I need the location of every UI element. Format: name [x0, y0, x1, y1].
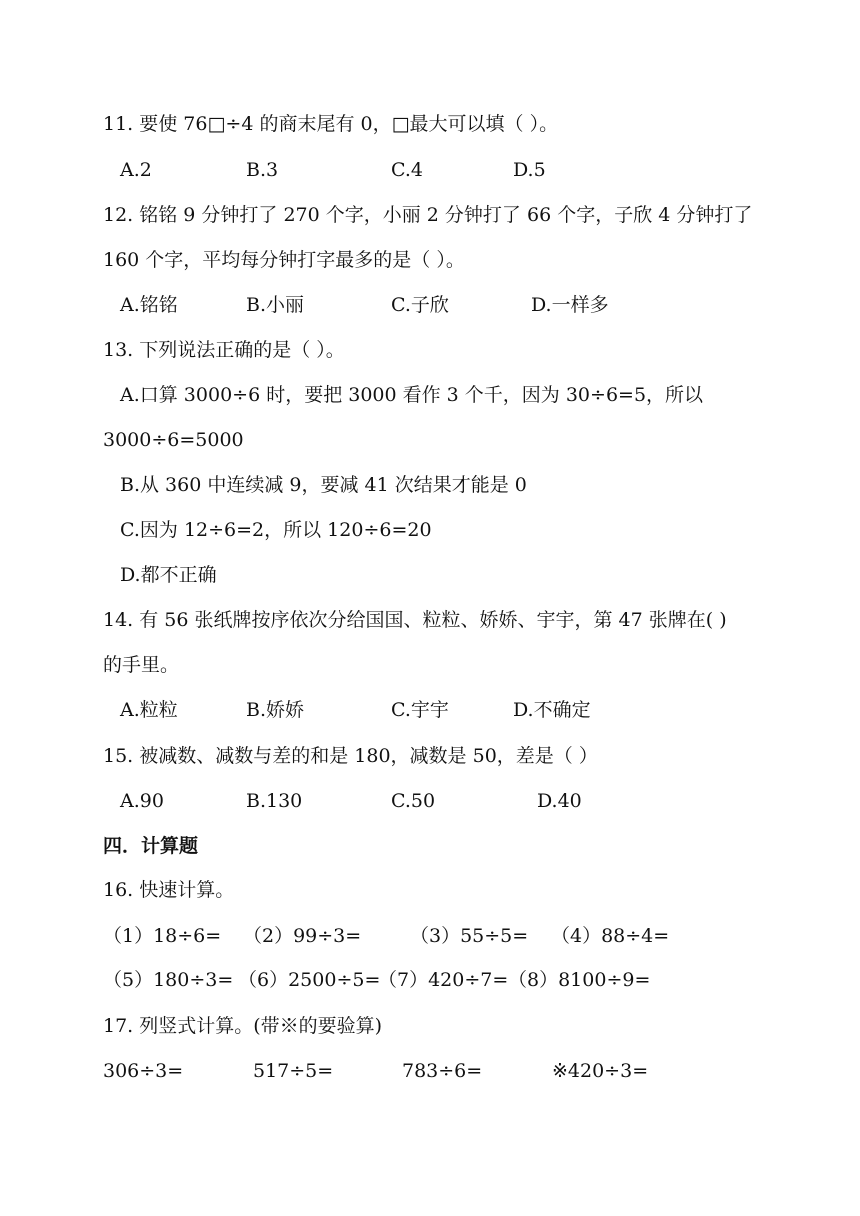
q11-option-c: C.4 [391, 159, 423, 181]
q16-stem: 16. 快速计算。 [103, 879, 235, 901]
q15-option-d: D.40 [537, 790, 582, 812]
q14-stem-line2: 的手里。 [103, 654, 180, 676]
q12-option-d: D.一样多 [531, 294, 609, 316]
q14-option-d: D.不确定 [513, 699, 591, 721]
q15-option-c: C.50 [391, 790, 436, 812]
q16-item-2: （2）99÷3= [243, 925, 362, 947]
q17-stem: 17. 列竖式计算。(带※的要验算) [103, 1015, 383, 1037]
q17-item-3: 783÷6= [402, 1060, 483, 1082]
q13-option-d: D.都不正确 [120, 564, 217, 586]
q13-option-b: B.从 360 中连续减 9，要减 41 次结果才能是 0 [120, 474, 527, 496]
q11-option-a: A.2 [120, 159, 152, 181]
q17-item-1: 306÷3= [103, 1060, 184, 1082]
q17-item-2: 517÷5= [253, 1060, 334, 1082]
q16-item-3: （3）55÷5= [410, 925, 529, 947]
q13-option-a-line1: A.口算 3000÷6 时，要把 3000 看作 3 个千，因为 30÷6=5，所以 [120, 384, 704, 406]
q14-option-b: B.娇娇 [246, 699, 305, 721]
q16-item-4: （4）88÷4= [551, 925, 670, 947]
q11-option-d: D.5 [513, 159, 546, 181]
q16-item-6: （6）2500÷5= [238, 969, 381, 991]
q14-option-a: A.粒粒 [120, 699, 178, 721]
q17-item-4: ※420÷3= [552, 1060, 649, 1082]
q12-option-b: B.小丽 [246, 294, 305, 316]
q11-stem: 11. 要使 76□÷4 的商末尾有 0，□最大可以填（ ）。 [103, 113, 559, 135]
q14-option-c: C.宇宇 [391, 699, 449, 721]
section-heading: 四．计算题 [103, 835, 199, 857]
q12-stem-line2: 160 个字，平均每分钟打字最多的是（ ）。 [103, 249, 465, 271]
q12-option-c: C.子欣 [391, 294, 449, 316]
q13-option-a-line2: 3000÷6=5000 [103, 429, 244, 451]
q13-stem: 13. 下列说法正确的是（ ）。 [103, 339, 345, 361]
q16-item-5: （5）180÷3= [103, 969, 234, 991]
q11-option-b: B.3 [246, 159, 279, 181]
q16-item-1: （1）18÷6= [103, 925, 222, 947]
q15-option-a: A.90 [120, 790, 164, 812]
q12-option-a: A.铭铭 [120, 294, 178, 316]
q13-option-c: C.因为 12÷6=2，所以 120÷6=20 [120, 519, 432, 541]
q14-stem-line1: 14. 有 56 张纸牌按序依次分给国国、粒粒、娇娇、宇宇，第 47 张牌在( ) [103, 609, 727, 631]
q12-stem-line1: 12. 铭铭 9 分钟打了 270 个字，小丽 2 分钟打了 66 个字，子欣 4 分钟打了 [103, 204, 753, 226]
q15-option-b: B.130 [246, 790, 303, 812]
q15-stem: 15. 被减数、减数与差的和是 180，减数是 50，差是（ ） [103, 745, 598, 767]
q16-item-7: （7）420÷7= [378, 969, 509, 991]
q16-item-8: （8）8100÷9= [508, 969, 651, 991]
